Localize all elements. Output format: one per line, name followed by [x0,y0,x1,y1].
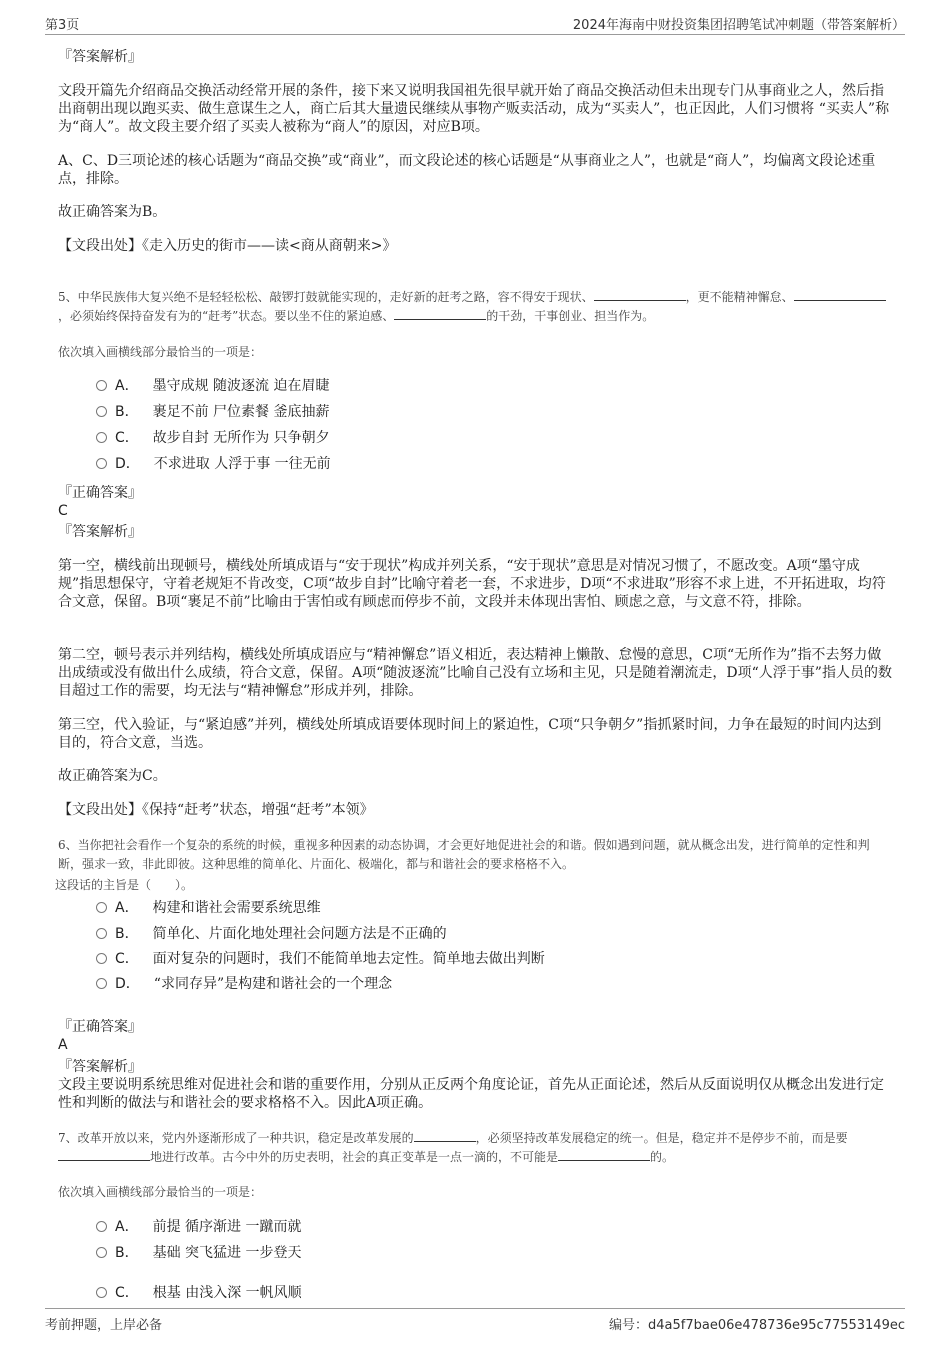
page-header [45,12,905,35]
question-6-stem: 6、当你把社会看作一个复杂的系统的时候，重视多种因素的动态协调，才会更好地促进社会的和谐。假如遇到问题，就从概念出发，进行简单的定性和判断，强求一致，非此即彼。这种思维的简单化、片面化、极端化，都与和谐社会的要求格格不入。 [58,838,870,871]
radio-button-icon[interactable] [96,1221,107,1232]
question-7-prompt: 依次填入画横线部分最恰当的一项是： [58,1185,263,1199]
radio-button-icon[interactable] [96,406,107,417]
radio-button-icon[interactable] [96,1247,107,1258]
radio-button-icon[interactable] [96,432,107,443]
q7-option-b[interactable]: B． 基础 突飞猛进 一步登天 [96,1242,302,1264]
passage-source: 【文段出处】《保持“赶考”状态，增强“赶考”本领》 [58,802,374,818]
page-number: 第3页 [45,18,80,33]
q6-option-c[interactable]: C． 面对复杂的问题时，我们不能简单地去定性。简单地去做出判断 [96,948,545,970]
conclusion: 故正确答案为C。 [58,768,167,784]
analysis-paragraph: 第三空，代入验证，与“紧迫感”并列，横线处所填成语要体现时间上的紧迫性，C项“只争朝夕”指抓紧时间，力争在最短的时间内达到目的，符合文意，当选。 [58,717,882,751]
radio-button-icon[interactable] [96,978,107,989]
answer-blank [58,1148,150,1161]
document-title: 2024年海南中财投资集团招聘笔试冲刺题（带答案解析） [572,18,905,33]
analysis-paragraph: 第二空，顿号表示并列结构，横线处所填成语应与“精神懈怠”语义相近，表达精神上懒散、怠慢的意思，C项“无所作为”指不去努力做出成绩或没有做出什么成绩，符合文意，保留。A项“随波逐流”比喻自己没有立场和主见，只是随着潮流走，D项“人浮于事”指人员的数目超过工作的需要，均无法与“精神懈怠”形成并列，排除。 [58,647,892,699]
question-7-stem: 7、改革开放以来，党内外逐渐形成了一种共识，稳定是改革发展的 ，必须坚持改革发展稳定的统一。但是，稳定并不是停步不前，而是要地进行改革。古今中外的历史表明，社会的真正变革是一点一滴的，不可能是 的。 [58,1131,848,1164]
analysis-paragraph: 文段开篇先介绍商品交换活动经常开展的条件，接下来又说明我国祖先很早就开始了商品交换活动但未出现专门从事商业之人，然后指出商朝出现以跑买卖、做生意谋生之人，商亡后其大量遗民继续从事物产贩卖活动，成为“买卖人”，也正因此，人们习惯将 “买卖人”称为“商人”。故文段主要介绍了买卖人被称为“商人”的原因，对应B项。 [58,83,890,135]
q7-option-c[interactable]: C． 根基 由浅入深 一帆风顺 [96,1282,302,1304]
passage-source: 【文段出处】《走入历史的街市——读<商从商朝来>》 [58,238,397,254]
question-5-prompt: 依次填入画横线部分最恰当的一项是： [58,345,263,359]
analysis-label: 『答案解析』 [58,49,142,65]
q5-option-a[interactable]: A． 墨守成规 随波逐流 迫在眉睫 [96,375,329,397]
analysis-label: 『答案解析』 [58,1059,142,1075]
q6-option-b[interactable]: B． 简单化、片面化地处理社会问题方法是不正确的 [96,923,447,945]
q5-option-d[interactable]: D． 不求进取 人浮于事 一往无前 [96,453,331,475]
q5-option-c[interactable]: C． 故步自封 无所作为 只争朝夕 [96,427,330,449]
analysis-label: 『答案解析』 [58,524,142,540]
footer-slogan: 考前押题，上岸必备 [45,1318,163,1333]
page-footer [45,1308,905,1333]
correct-answer-label: 『正确答案』 [58,485,142,501]
answer-blank [794,288,886,301]
question-5-stem: 5、中华民族伟大复兴绝不是轻轻松松、敲锣打鼓就能实现的，走好新的赶考之路，容不得安于现状、 ，更不能精神懈怠、，必须始终保持奋发有为的“赶考”状态。要以坐不住的紧迫感、 的干劲，干事创业、担当作为。 [58,288,893,326]
radio-button-icon[interactable] [96,928,107,939]
answer-blank [394,307,486,320]
correct-answer-label: 『正确答案』 [58,1019,142,1035]
conclusion: 故正确答案为B。 [58,204,167,220]
question-6-prompt: 这段话的主旨是（ ）。 [55,878,194,892]
radio-button-icon[interactable] [96,953,107,964]
correct-answer: C [58,503,68,519]
radio-button-icon[interactable] [96,458,107,469]
answer-blank [558,1148,650,1161]
radio-button-icon[interactable] [96,902,107,913]
q6-option-a[interactable]: A． 构建和谐社会需要系统思维 [96,897,321,919]
radio-button-icon[interactable] [96,1287,107,1298]
correct-answer: A [58,1037,68,1053]
analysis-paragraph: 第一空，横线前出现顿号，横线处所填成语与“安于现状”构成并列关系，“安于现状”意思是对情况习惯了，不愿改变。A项“墨守成规”指思想保守，守着老规矩不肯改变，C项“故步自封”比喻守着老一套，不求进步，D项“不求进取”形容不求上进，不开拓进取，均符合文意，保留。B项“裹足不前”比喻由于害怕或有顾虑而停步不前，文段并未体现出害怕、顾虑之意，与文意不符，排除。 [58,558,886,610]
document-code: 编号：d4a5f7bae06e478736e95c77553149ec [608,1318,905,1333]
answer-blank [414,1129,476,1142]
analysis-paragraph: A、C、D三项论述的核心话题为“商品交换”或“商业”，而文段论述的核心话题是“从事商业之人”，也就是“商人”，均偏离文段论述重点，排除。 [58,153,876,187]
answer-blank [594,288,686,301]
q7-option-a[interactable]: A． 前提 循序渐进 一蹴而就 [96,1216,301,1238]
radio-button-icon[interactable] [96,380,107,391]
q6-option-d[interactable]: D． “求同存异”是构建和谐社会的一个理念 [96,973,392,995]
q5-option-b[interactable]: B． 裹足不前 尸位素餐 釜底抽薪 [96,401,330,423]
analysis-paragraph: 文段主要说明系统思维对促进社会和谐的重要作用，分别从正反两个角度论证，首先从正面论述，然后从反面说明仅从概念出发进行定性和判断的做法与和谐社会的要求格格不入。因此A项正确。 [58,1077,884,1111]
